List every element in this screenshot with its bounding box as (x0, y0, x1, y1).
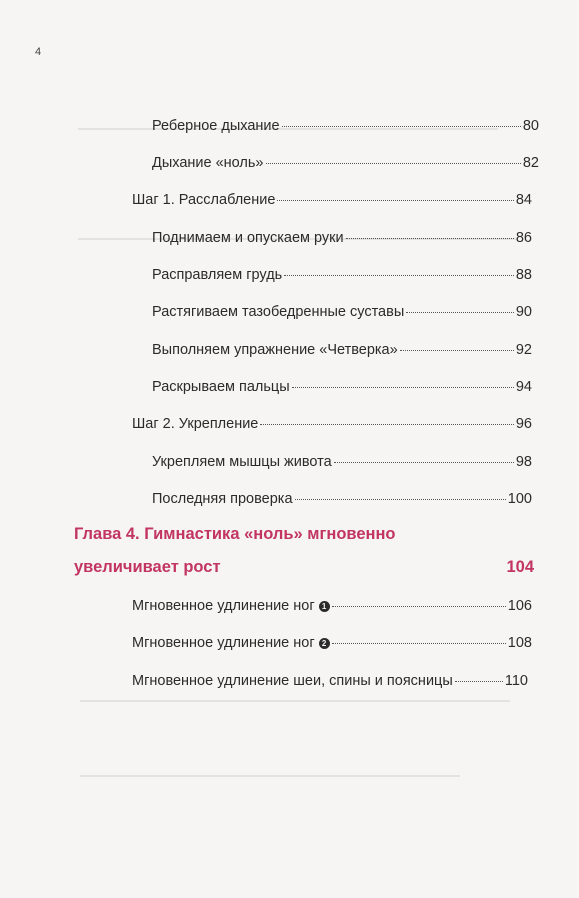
dot-leader (266, 163, 521, 164)
toc-entry[interactable] (152, 340, 532, 360)
toc-chapter-entry[interactable] (132, 633, 532, 653)
toc-entry-page: 110 (504, 673, 528, 689)
chapter-heading-continued[interactable] (74, 552, 534, 582)
show-through-line (80, 775, 460, 777)
chapter-page: 104 (506, 558, 534, 576)
dot-leader (455, 681, 503, 682)
toc-entry-label: Реберное дыхание (152, 118, 280, 134)
toc-entry-label: Растягиваем тазобедренные суставы (152, 304, 405, 320)
toc-entry[interactable] (152, 302, 532, 322)
toc-chapter-entry[interactable] (132, 596, 532, 616)
toc-entry-page: 88 (515, 267, 532, 283)
toc-entry-label: Шаг 1. Расслабление (132, 192, 276, 208)
toc-section-entry[interactable] (132, 414, 532, 434)
toc-entry-label: Шаг 2. Укрепление (132, 416, 259, 432)
dot-leader (295, 499, 506, 500)
number-one-icon: 1 (319, 601, 330, 612)
toc-entry-label: Мгновенное удлинение ног (132, 635, 315, 651)
toc-entry-label: Поднимаем и опускаем руки (152, 230, 344, 246)
toc-entry[interactable] (152, 452, 532, 472)
toc-entry-label: Укрепляем мышцы живота (152, 454, 332, 470)
dot-leader (284, 275, 514, 276)
toc-entry[interactable] (152, 228, 532, 248)
toc-entry[interactable] (152, 265, 532, 285)
dot-leader (346, 238, 514, 239)
toc-entry-page: 106 (507, 598, 532, 614)
toc-entry-label: Дыхание «ноль» (152, 155, 264, 171)
toc-entry[interactable] (152, 153, 539, 173)
dot-leader (332, 606, 506, 607)
dot-leader (282, 126, 521, 127)
chapter-heading[interactable]: Глава 4. Гимнастика «ноль» мгновенно (74, 525, 396, 543)
toc-entry-page: 86 (515, 230, 532, 246)
toc-chapter-entry[interactable] (132, 671, 528, 691)
toc-entry[interactable] (152, 377, 532, 397)
dot-leader (260, 424, 513, 425)
toc-section-entry[interactable] (132, 190, 532, 210)
dot-leader (332, 643, 506, 644)
dot-leader (292, 387, 514, 388)
dot-leader (277, 200, 513, 201)
number-two-icon: 2 (319, 638, 330, 649)
toc-entry-label: Мгновенное удлинение шеи, спины и поясницы (132, 673, 453, 689)
toc-entry-label: Последняя проверка (152, 491, 293, 507)
dot-leader (406, 312, 514, 313)
toc-entry-label-wrap (132, 596, 330, 616)
toc-entry[interactable] (152, 116, 539, 136)
show-through-line (80, 700, 510, 702)
toc-entry-page: 96 (515, 416, 532, 432)
toc-entry-label: Раскрываем пальцы (152, 379, 290, 395)
toc-entry-page: 108 (507, 635, 532, 651)
toc-entry-label: Выполняем упражнение «Четверка» (152, 342, 398, 358)
toc-entry-page: 80 (522, 118, 539, 134)
toc-entry-page: 94 (515, 379, 532, 395)
toc-entry-page: 90 (515, 304, 532, 320)
dot-leader (400, 350, 514, 351)
toc-entry-label: Расправляем грудь (152, 267, 283, 283)
toc-entry-label: Мгновенное удлинение ног (132, 598, 315, 614)
toc-entry-page: 84 (515, 192, 532, 208)
toc-entry[interactable] (152, 489, 532, 509)
dot-leader (334, 462, 514, 463)
toc-entry-page: 82 (522, 155, 539, 171)
toc-entry-page: 92 (515, 342, 532, 358)
toc-entry-page: 100 (507, 491, 532, 507)
toc-entry-page: 98 (515, 454, 532, 470)
toc-entry-label-wrap (132, 633, 330, 653)
chapter-heading-line2: увеличивает рост (74, 558, 221, 576)
page-number: 4 (35, 46, 42, 58)
